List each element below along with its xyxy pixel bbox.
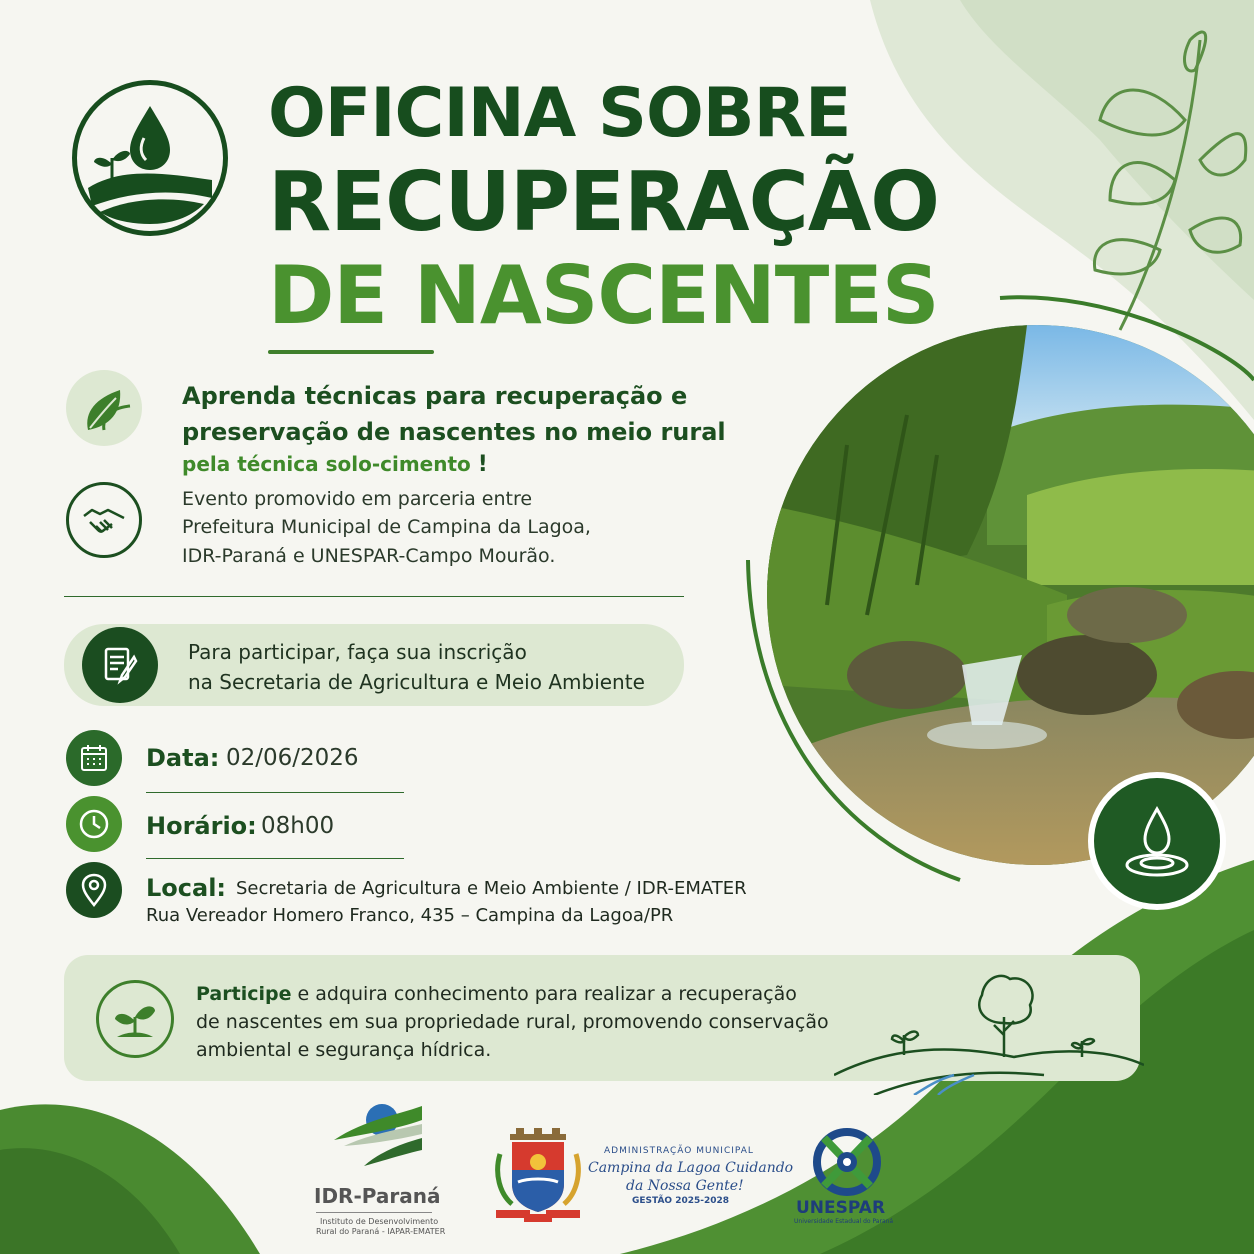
handshake-icon [66,482,142,558]
slogan-line-2: da Nossa Gente! [626,1178,744,1194]
registration-line-1: Para participar, faça sua inscrição [188,640,527,664]
intro-heading-line-2: preservação de nascentes no meio rural [182,418,726,446]
document-pen-icon [82,627,158,703]
idr-parana-logo [310,1100,446,1240]
clock-icon [66,796,122,852]
title-underline [268,350,434,354]
water-drop-icon [1088,772,1226,910]
idr-sub-1: Instituto de Desenvolvimento [320,1217,439,1226]
cta-line-3: ambiental e segurança hídrica. [196,1039,492,1061]
section-divider [64,596,684,597]
date-label: Data: [146,744,220,772]
title-line-3: DE NASCENTES [268,249,939,342]
time-value: 08h00 [261,813,335,839]
intro-heading-text: pela técnica solo-cimento [182,452,471,476]
sprout-icon [96,980,174,1058]
tree-landscape-illustration [834,965,1144,1095]
registration-card [64,624,684,706]
unespar-name: UNESPAR [796,1198,886,1218]
partner-line-3: IDR-Paraná e UNESPAR-Campo Mourão. [182,545,556,567]
cta-line-1-rest: e adquira conhecimento para realizar a recuperação [291,983,797,1005]
leaf-icon [66,370,142,446]
title-line-1: OFICINA SOBRE [268,74,851,153]
registration-line-2: na Secretaria de Agricultura e Meio Ambiente [188,670,645,694]
address: Rua Vereador Homero Franco, 435 – Campina da Lagoa/PR [146,905,674,926]
place-label: Local: [146,874,227,902]
unespar-sub: Universidade Estadual do Paraná [794,1218,894,1225]
idr-divider [316,1212,432,1213]
partner-line-1: Evento promovido em parceria entre [182,488,533,510]
idr-sub-2: Rural do Paraná - IAPAR-EMATER [316,1227,446,1236]
idr-name: IDR-Paraná [314,1184,441,1208]
intro-heading-line-1: Aprenda técnicas para recuperação e [182,382,688,410]
term-label: GESTÃO 2025-2028 [632,1196,730,1206]
location-pin-icon [66,862,122,918]
cta-card [64,955,1140,1081]
calendar-icon [66,730,122,786]
cta-line-2: de nascentes em sua propriedade rural, promovendo conservação [196,1011,829,1033]
date-value: 02/06/2026 [226,745,359,771]
date-divider [146,792,404,793]
cta-bold: Participe [196,983,292,1005]
cta-line-1 [196,983,797,1005]
admin-label: ADMINISTRAÇÃO MUNICIPAL [604,1146,754,1156]
water-drop-sprout-icon [72,80,228,236]
slogan-line-1: Campina da Lagoa Cuidando [588,1160,794,1176]
municipal-coat-of-arms [490,1124,586,1224]
time-label: Horário: [146,812,257,840]
time-divider [146,858,404,859]
title-line-2: RECUPERAÇÃO [268,155,939,250]
unespar-logo [796,1124,906,1224]
place-value: Secretaria de Agricultura e Meio Ambiente / IDR-EMATER [236,878,747,899]
intro-heading-exclaim: ! [477,452,488,477]
intro-heading-line-3 [182,452,488,477]
partner-line-2: Prefeitura Municipal de Campina da Lagoa, [182,516,591,538]
